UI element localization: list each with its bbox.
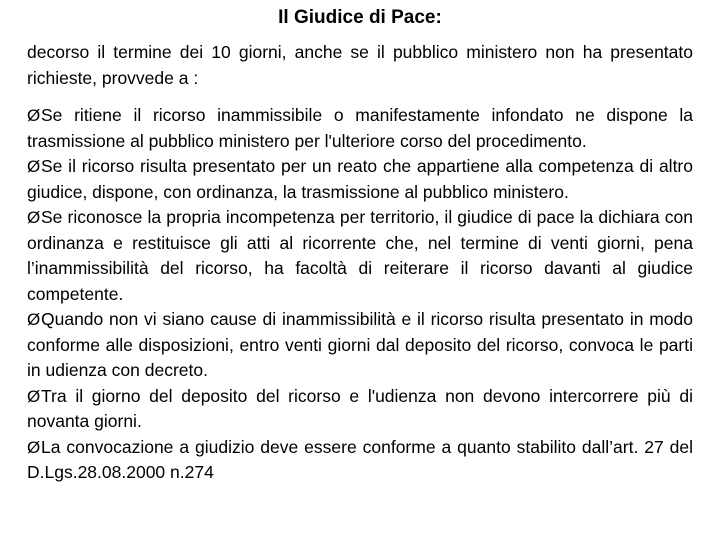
arrow-bullet-icon: Ø <box>27 386 41 406</box>
slide-title: Il Giudice di Pace: <box>278 7 442 28</box>
bullet-item <box>27 435 693 486</box>
bullet-text: Se ritiene il ricorso inammissibile o manifestamente infondato ne dispone la trasmissione al pubblico ministero per l'ulteriore corso del procedimento. <box>27 105 693 151</box>
arrow-bullet-icon: Ø <box>27 437 41 457</box>
bullet-text: La convocazione a giudizio deve essere conforme a quanto stabilito dall’art. 27 del D.Lgs.28.08.2000 n.274 <box>27 436 693 482</box>
bullet-text: Se il ricorso risulta presentato per un reato che appartiene alla competenza di altro giudice, dispone, con ordinanza, la trasmissione al pubblico ministero. <box>27 156 693 202</box>
bullet-text: Tra il giorno del deposito del ricorso e l'udienza non devono intercorrere più di novanta giorni. <box>27 385 693 431</box>
bullet-item <box>27 154 693 205</box>
arrow-bullet-icon: Ø <box>27 157 41 176</box>
bullet-item <box>27 307 693 384</box>
bullet-item <box>27 103 693 154</box>
bullet-text: Quando non vi siano cause di inammissibilità e il ricorso risulta presentato in modo conforme alle disposizioni, entro venti giorni dal deposito del ricorso, convoca le parti in udienza con decreto. <box>27 309 693 380</box>
arrow-bullet-icon: Ø <box>27 106 41 125</box>
bullet-item <box>27 205 693 307</box>
intro-paragraph: decorso il termine dei 10 giorni, anche se il pubblico ministero non ha presentato richieste, provvede a : <box>27 42 693 88</box>
bullet-text: Se riconosce la propria incompetenza per territorio, il giudice di pace la dichiara con ordinanza e restituisce gli atti al ricorrente che, nel termine di venti giorni, pena l’inammissibilità del ricorso, ha facoltà di reiterare il ricorso davanti al giudice competente. <box>27 207 693 304</box>
bullet-item <box>27 384 693 435</box>
bullet-list <box>27 103 693 486</box>
arrow-bullet-icon: Ø <box>27 208 41 227</box>
arrow-bullet-icon: Ø <box>27 310 41 329</box>
